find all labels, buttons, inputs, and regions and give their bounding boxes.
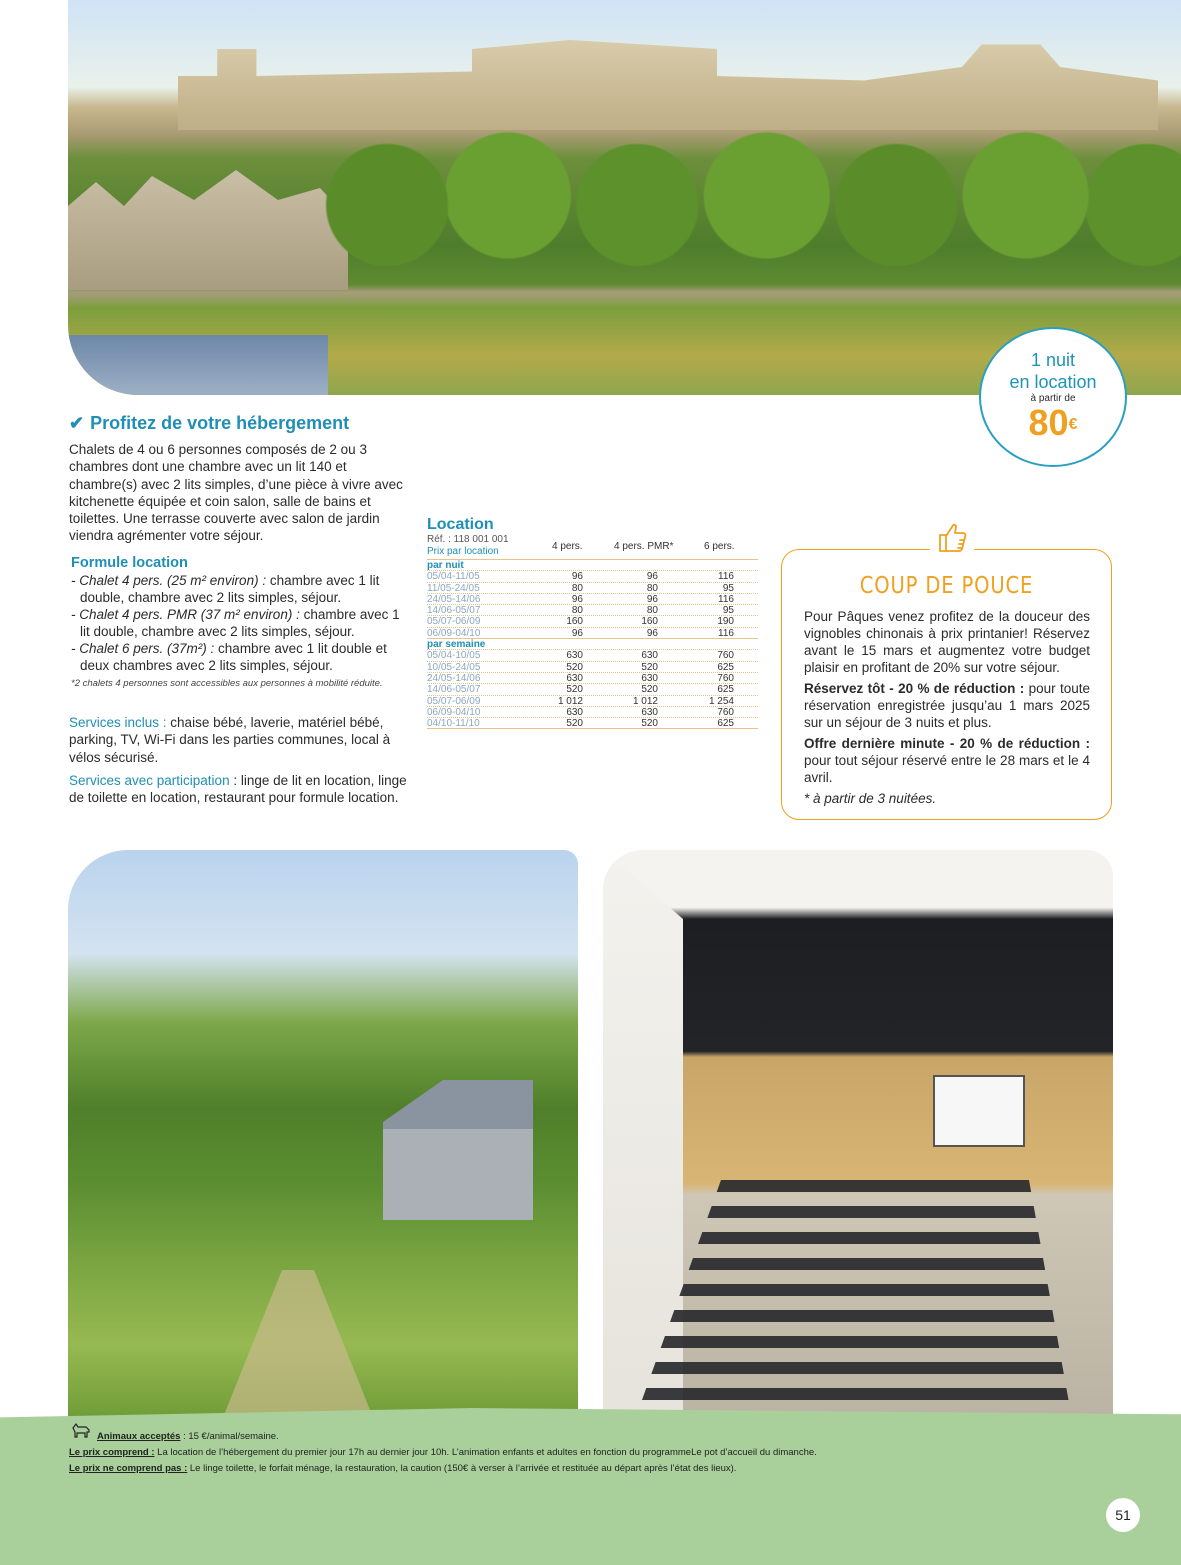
coup-de-pouce-footnote: * à partir de 3 nuitées.: [804, 791, 937, 806]
price-table: [427, 559, 758, 729]
location-ref: Réf. : 118 001 001: [427, 534, 509, 545]
bubble-line3: à partir de: [1030, 393, 1076, 404]
table-section-label: par nuit: [427, 559, 758, 570]
section-title: [69, 413, 349, 434]
col-header: 6 pers.: [704, 541, 735, 552]
coup-de-pouce-title: COUP DE POUCE: [859, 573, 1034, 599]
bubble-price: 80€: [1028, 402, 1078, 443]
table-row: 05/04-10/05 630 630 760: [427, 649, 758, 660]
check-icon: ✔: [69, 413, 85, 433]
projection-screen: [933, 1075, 1025, 1147]
table-row: 06/09-04/10 96 96 116: [427, 627, 758, 638]
pmr-note: *2 chalets 4 personnes sont accessibles aux personnes à mobilité réduite.: [71, 678, 383, 689]
thumbs-up-icon: [930, 515, 974, 559]
page-number: 51: [1106, 1498, 1140, 1532]
location-title: Location: [427, 516, 494, 533]
table-row: 05/07-06/09 160 160 190: [427, 615, 758, 626]
table-section-label: par semaine: [427, 638, 758, 649]
formule-item: - Chalet 4 pers. PMR (37 m² environ) : chambre avec 1 lit double, chambre avec 2 lits simples, séjour.: [71, 607, 400, 639]
services-inclus: Services inclus : chaise bébé, laverie, matériel bébé, parking, TV, Wi-Fi dans les parties communes, local à vélos sécurisé.: [69, 715, 391, 765]
bubble-line1: 1 nuit: [1030, 350, 1076, 370]
table-row: 14/06-05/07 80 80 95: [427, 604, 758, 615]
table-row: 14/06-05/07 520 520 625: [427, 683, 758, 694]
accommodation-description: Chalets de 4 ou 6 personnes composés de 2 ou 3 chambres dont une chambre avec un lit 140 et chambre(s) avec 2 lits simples, d’une pièce à vivre avec kitchenette équipée et coin salon, salle de bains et toilettes. Une terrasse couverte avec salon de jardin viendra agrémenter votre séjour.: [69, 442, 403, 544]
section-title-text: Profitez de votre hébergement: [90, 413, 350, 433]
table-row: 11/05-24/05 80 80 95: [427, 582, 758, 593]
trees-shape: [318, 110, 1181, 300]
garden-chalet-photo: [68, 850, 578, 1425]
price-bubble: [979, 327, 1127, 467]
table-row: 24/05-14/06 630 630 760: [427, 672, 758, 683]
footer-info: [69, 1429, 1119, 1477]
houses-shape: [68, 170, 348, 290]
bubble-line2: en location: [1009, 372, 1097, 392]
location-subtitle: Prix par location: [427, 546, 499, 557]
formule-item: - Chalet 4 pers. (25 m² environ) : chambre avec 1 lit double, chambre avec 2 lits simples, séjour.: [71, 573, 380, 605]
col-header: 4 pers. PMR*: [614, 541, 674, 552]
formule-item: - Chalet 6 pers. (37m²) : chambre avec 1 lit double et deux chambres avec 2 lits simples, séjour.: [71, 641, 387, 673]
table-row: 06/09-04/10 630 630 760: [427, 706, 758, 717]
formule-title: Formule location: [71, 555, 188, 571]
services-participation: Services avec participation : linge de lit en location, linge de toilette en location, restaurant pour formule location.: [69, 773, 407, 806]
event-hall-photo: [603, 850, 1113, 1425]
table-row: 04/10-11/10 520 520 625: [427, 717, 758, 728]
hero-photo: [68, 0, 1181, 395]
offer-early-booking: Réservez tôt - 20 % de réduction : pour toute réservation enregistrée jusqu’au 1 mars 2025 sur un séjour de 3 nuits et plus.: [804, 681, 1090, 730]
pets-line: Animaux acceptés : 15 €/animal/semaine.: [97, 1431, 279, 1442]
path-shape: [218, 1270, 378, 1425]
chairs-rows: [633, 1180, 1073, 1425]
table-row: 05/04-11/05 96 96 116: [427, 570, 758, 581]
table-row: 10/05-24/05 520 520 625: [427, 661, 758, 672]
table-row: 24/05-14/06 96 96 116: [427, 593, 758, 604]
table-row: 05/07-06/09 1 012 1 012 1 254: [427, 695, 758, 706]
price-includes-line: Le prix comprend : La location de l’hébergement du premier jour 17h au dernier jour 10h. L’animation enfants et adultes en fonction du programmeLe pot d’accueil du dimanche.: [69, 1447, 817, 1458]
col-header: 4 pers.: [552, 541, 583, 552]
river-shape: [68, 335, 328, 395]
offer-last-minute: Offre dernière minute - 20 % de réduction : pour tout séjour réservé entre le 28 mars et le 4 avril.: [804, 736, 1090, 785]
coup-de-pouce-intro: Pour Pâques venez profitez de la douceur des vignobles chinonais à prix printanier! Réservez avant le 15 mars et augmentez votre budget plaisir en profitant de 20% sur votre séjour.: [804, 609, 1090, 675]
price-excludes-line: Le prix ne comprend pas : Le linge toilette, le forfait ménage, la restauration, la caution (150€ à verser à l’arrivée et restituée au départ après l’état des lieux).: [69, 1463, 737, 1474]
chalet-shape: [383, 1080, 533, 1220]
formule-list: [71, 572, 411, 674]
